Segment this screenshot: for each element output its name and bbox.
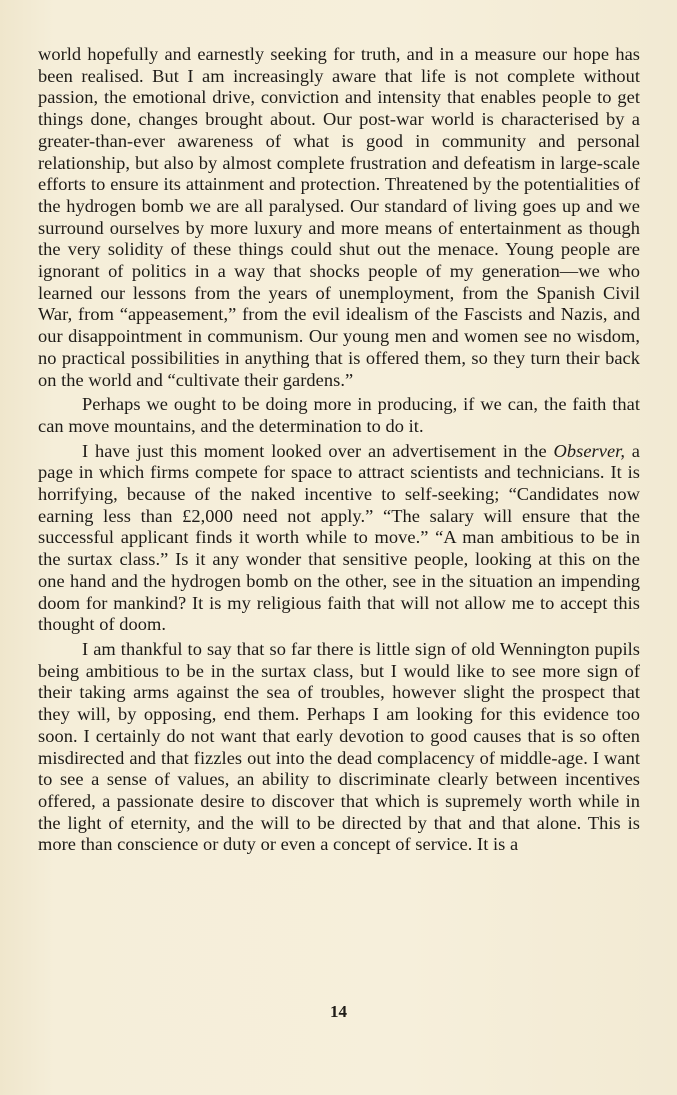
paragraph-4: I am thankful to say that so far there is little sign of old Wennington pupils being ambitious to be in the surtax class, but I would like to see more sign of their taking arms against the sea of troubles, however slight the prospect that they will, by opposing, end them. Perhaps I am looking for this evidence too soon. I certainly do not want that early devotion to good causes that is so often misdirected and that fizzles out into the dead complacency of middle-age. I want to see a sense of values, an ability to discriminate clearly between incentives offered, a passionate desire to discover that which is supremely worth while in the light of eternity, and the will to be directed by that and that alone. This is more than conscience or duty or even a concept of service. It is a	[38, 638, 640, 855]
paragraph-3-lead: I have just this moment looked over an advertisement in the	[82, 440, 554, 461]
page-number: 14	[330, 1002, 347, 1021]
paragraph-3-rest: a page in which firms compete for space to attract scientists and technicians. It is horrifying, because of the naked incentive to self-seeking; “Candidates now earning less than £2,000 need not apply.” “The salary will ensure that the successful applicant finds it worth while to move.” “A man ambitious to be in the surtax class.” Is it any wonder that sensitive people, looking at this on the one hand and the hydrogen bomb on the other, see in the situation an impending doom for mankind? It is my religious faith that will not allow me to accept this thought of doom.	[38, 440, 640, 635]
paragraph-3	[38, 441, 640, 636]
paragraph-2: Perhaps we ought to be doing more in producing, if we can, the faith that can move mountains, and the determination to do it.	[38, 394, 640, 436]
body-text	[38, 44, 640, 856]
observer-title: Observer,	[553, 440, 625, 461]
paragraph-1: world hopefully and earnestly seeking for truth, and in a measure our hope has been realised. But I am increasingly aware that life is not complete without passion, the emotional drive, conviction and intensity that enables people to get things done, changes brought about. Our post-war world is characterised by a greater-than-ever awareness of what is good in community and personal relationship, but also by almost complete frustration and defeatism in large-scale efforts to ensure its attainment and protection. Threatened by the potentialities of the hydrogen bomb we are all paralysed. Our standard of living goes up and we surround ourselves by more luxury and more means of entertainment as though the very solidity of these things could shut out the menace. Young people are ignorant of politics in a way that shocks people of my generation—we who learned our lessons from the years of unemployment, from the Spanish Civil War, from “appeasement,” from the evil idealism of the Fascists and Nazis, and our disappointment in communism. Our young men and women see no wisdom, no practical possibilities in anything that is offered them, so they turn their back on the world and “cultivate their gardens.”	[38, 44, 640, 390]
